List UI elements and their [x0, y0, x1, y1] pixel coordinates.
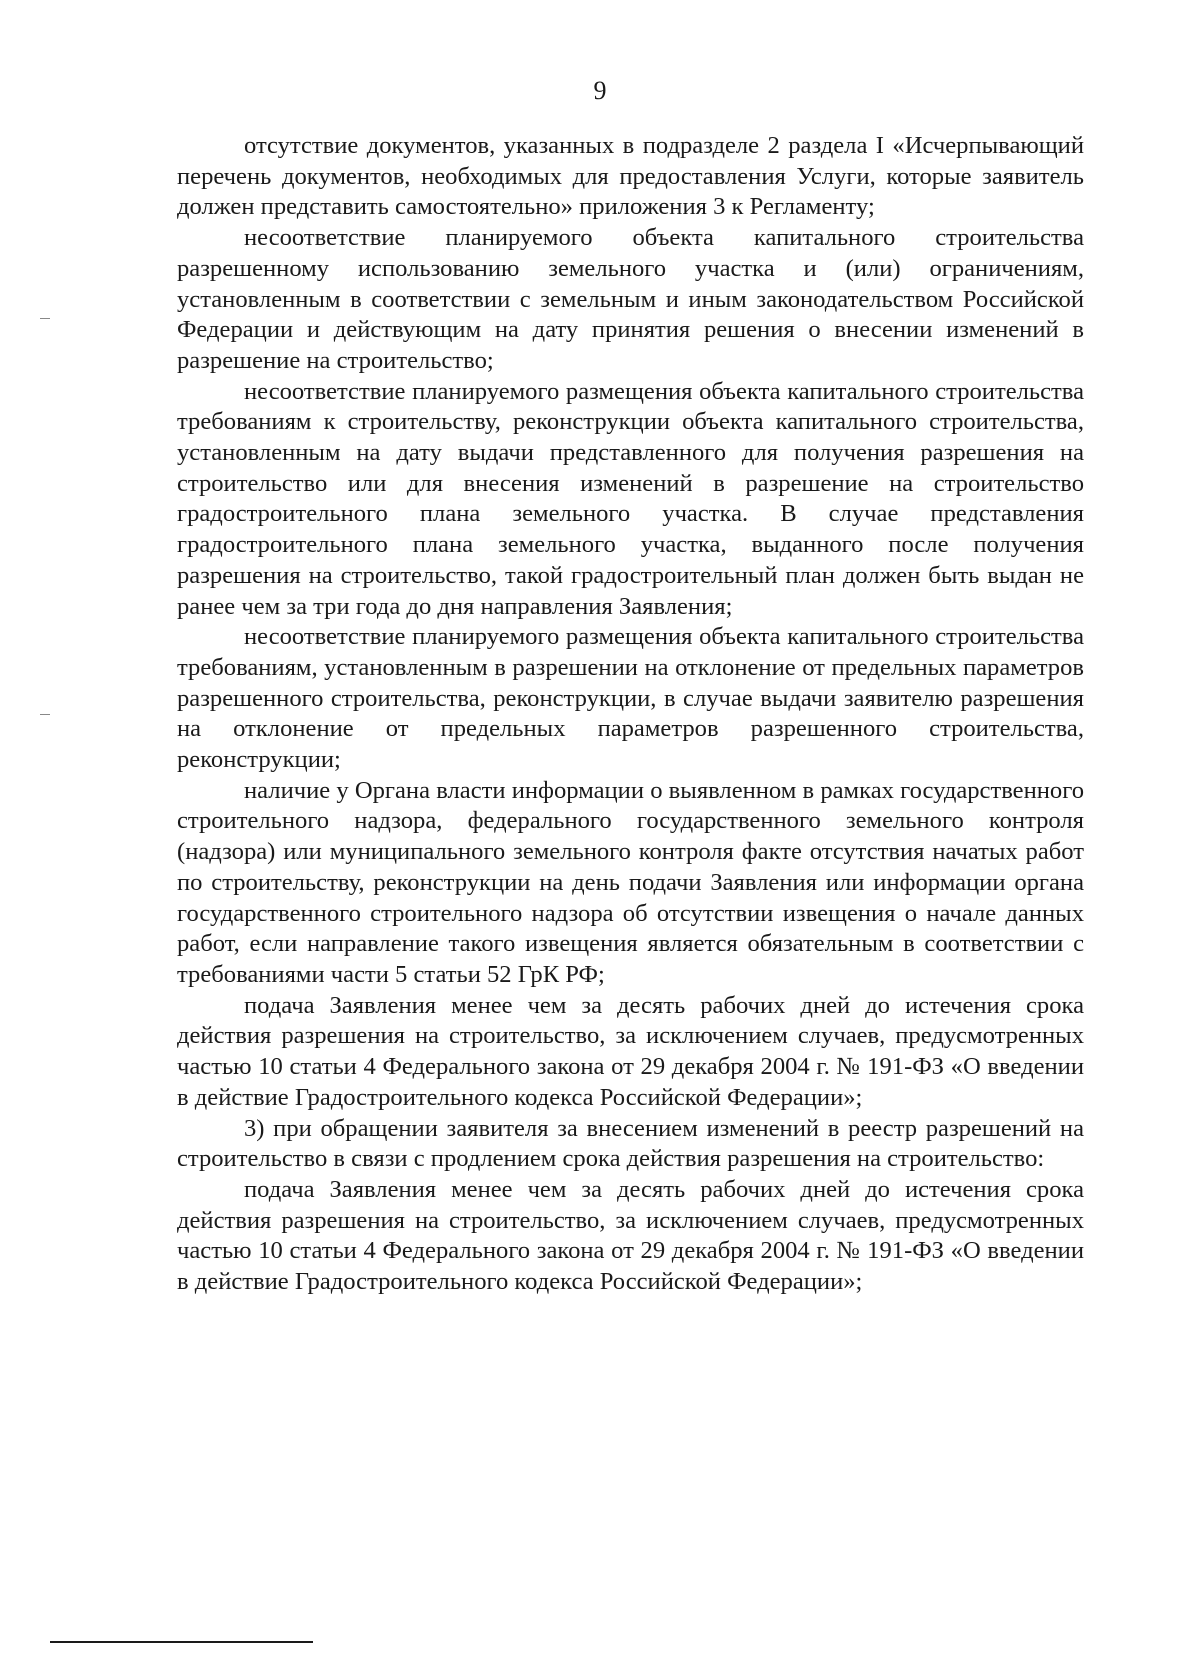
paragraph-land-use-mismatch: несоответствие планируемого объекта капитального строительства разрешенному использованию земельного участка и (или) ограничениям, установленным в соответствии с земельным и иным законодательством Российской Федерации и действующим на дату принятия решения о внесении изменений в разрешение на строительство;: [177, 224, 1084, 374]
scan-margin-mark: [40, 714, 50, 715]
paragraph-item-3-extension: 3) при обращении заявителя за внесением изменений в реестр разрешений на строительство в связи с продлением срока действия разрешения на строительство:: [177, 1114, 1084, 1173]
paragraph-late-application-extension: подача Заявления менее чем за десять рабочих дней до истечения срока действия разрешения на строительство, за исключением случаев, предусмотренных частью 10 статьи 4 Федерального закона от 29 декабря 2004 г. № 191-ФЗ «О введении в действие Градостроительного кодекса Российской Федерации»;: [177, 1175, 1084, 1296]
document-body: [177, 131, 1084, 1298]
scan-margin-mark: [40, 318, 50, 319]
paragraph-deviation-permit-mismatch: несоответствие планируемого размещения объекта капитального строительства требованиям, установленным в разрешении на отклонение от предельных параметров разрешенного строительства, реконструкции, в случае выдачи заявителю разрешения на отклонение от предельных параметров разрешенного строительства, реконструкции;: [177, 623, 1084, 774]
paragraph-late-application: подача Заявления менее чем за десять рабочих дней до истечения срока действия разрешения на строительство, за исключением случаев, предусмотренных частью 10 статьи 4 Федерального закона от 29 декабря 2004 г. № 191-ФЗ «О введении в действие Градостроительного кодекса Российской Федерации»;: [177, 991, 1084, 1111]
paragraph-gpzu-mismatch: несоответствие планируемого размещения объекта капитального строительства требованиям к строительству, реконструкции объекта капитального строительства, установленным на дату выдачи представленного для получения разрешения на строительство или для внесения изменений в разрешение на строительство градостроительного плана земельного участка. В случае представления градостроительного плана земельного участка, выданного после получения разрешения на строительство, такой градостроительный план должен быть выдан не ранее чем за три года до дня направления Заявления;: [177, 377, 1084, 620]
page-number: 9: [593, 76, 607, 105]
paragraph-missing-documents: отсутствие документов, указанных в подразделе 2 раздела I «Исчерпывающий перечень документов, необходимых для предоставления Услуги, которые заявитель должен представить самостоятельно» приложения 3 к Регламенту;: [177, 132, 1084, 221]
paragraph-no-construction-started: наличие у Органа власти информации о выявленном в рамках государственного строительного надзора, федерального государственного земельного контроля (надзора) или муниципального земельного контроля факте отсутствия начатых работ по строительству, реконструкции на день подачи Заявления или информации органа государственного строительного надзора об отсутствии извещения о начале данных работ, если направление такого извещения является обязательным в соответствии с требованиями части 5 статьи 52 ГрК РФ;: [177, 776, 1084, 988]
footnote-separator: [50, 1641, 313, 1643]
